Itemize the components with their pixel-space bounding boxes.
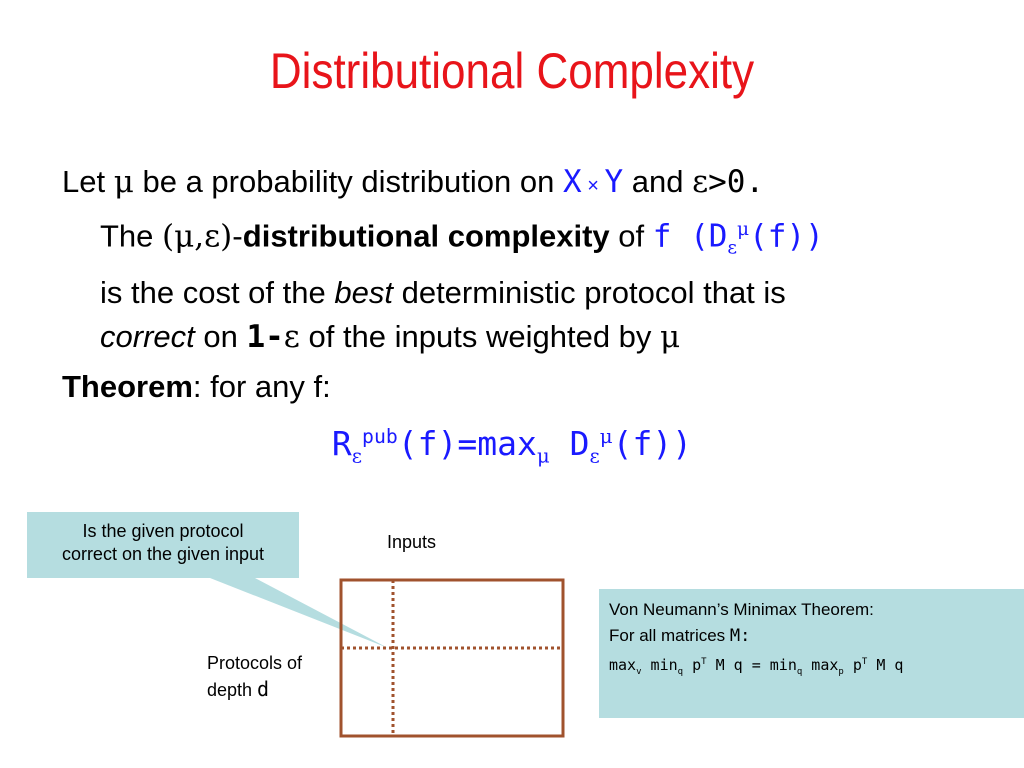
sub: μ (536, 444, 550, 468)
callout-line: Is the given protocol (82, 521, 244, 541)
sup-mu: μ (737, 219, 750, 240)
text: is the cost of the (100, 274, 335, 310)
best-word: best (334, 274, 393, 310)
y-set: Y (604, 164, 624, 200)
mu-symbol: μ (113, 164, 134, 200)
minimax-formula (609, 649, 1014, 685)
text: deterministic protocol that is (392, 274, 786, 310)
sub: p (838, 667, 844, 677)
label-line (207, 676, 302, 703)
epsilon-symbol: ε (283, 318, 300, 355)
term-bold: distributional complexity (242, 218, 610, 254)
text: be a probability distribution on (133, 164, 563, 199)
text: >0. (708, 164, 765, 200)
text: p (683, 656, 702, 674)
text: max (609, 656, 637, 674)
matrix-box (341, 580, 563, 736)
mu-symbol: μ (660, 318, 681, 355)
text: R (331, 424, 352, 463)
times-symbol: × (581, 175, 605, 197)
text: depth (207, 680, 258, 700)
minimax-box (599, 589, 1024, 718)
sup: pub (362, 425, 398, 448)
text: D (549, 424, 590, 463)
text: of the inputs weighted by (299, 318, 661, 354)
text: For all matrices (609, 626, 730, 645)
inputs-label: Inputs (387, 532, 437, 552)
protocols-label (207, 650, 302, 703)
label-line: Protocols of (207, 653, 303, 673)
sub: q (677, 667, 684, 677)
text: max (802, 656, 839, 674)
correct-word: correct (100, 318, 195, 354)
minimax-line (609, 623, 1014, 649)
sup: T (701, 657, 707, 667)
text: (f)=max (397, 424, 537, 463)
sub: q (796, 667, 803, 677)
text: p (843, 656, 862, 674)
callout-pointer (210, 578, 388, 648)
sub: v (636, 667, 642, 677)
text: on (194, 318, 247, 354)
sub: ε (351, 444, 363, 468)
slide-title: Distributional Complexity (269, 43, 755, 99)
callout-line: correct on the given input (61, 544, 265, 564)
sub: ε (589, 444, 600, 468)
text: and (623, 164, 693, 199)
f-notation: f (D (652, 218, 728, 255)
text: : for any f: (192, 368, 331, 404)
sup: μ (599, 425, 613, 448)
theorem-label: Theorem (62, 368, 193, 404)
text: M q (867, 656, 904, 674)
x-set: X (562, 164, 582, 200)
text: (f)) (612, 424, 693, 463)
minimax-title: Von Neumann’s Minimax Theorem: (609, 600, 874, 619)
f-notation-end: (f)) (749, 218, 824, 255)
text: Let (62, 164, 114, 199)
m-variable: M: (729, 626, 751, 646)
one-minus: 1- (246, 318, 284, 355)
text: The (100, 218, 163, 254)
mu-eps-pair: (μ,ε)- (162, 218, 243, 255)
text: M q = min (706, 656, 797, 674)
text: of (609, 218, 653, 254)
callout-box (27, 512, 299, 578)
epsilon-symbol: ε (692, 164, 709, 200)
sup: T (861, 657, 868, 667)
sub-eps: ε (727, 237, 738, 259)
text: min (641, 656, 678, 674)
d-variable: d (257, 677, 270, 701)
